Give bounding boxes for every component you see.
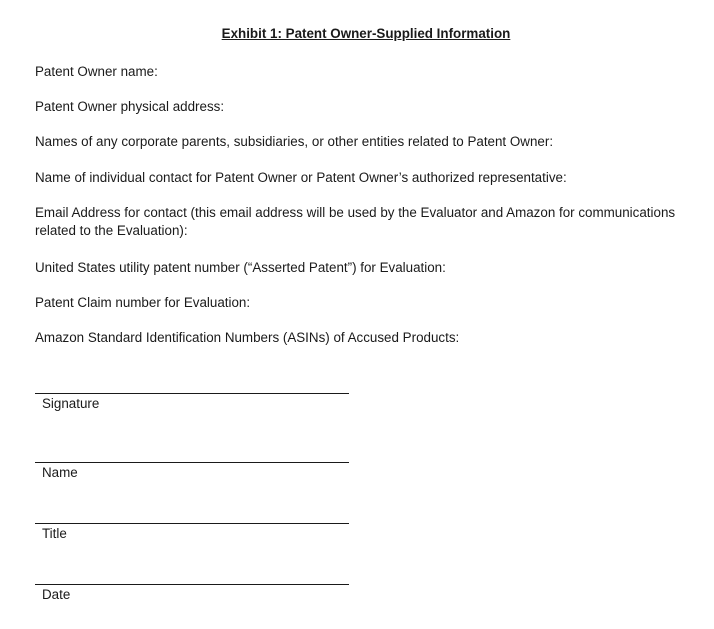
signature-label: Signature	[42, 396, 100, 411]
field-contact-name: Name of individual contact for Patent Owner or Patent Owner’s authorized representative:	[35, 170, 567, 185]
field-physical-address: Patent Owner physical address:	[35, 99, 225, 114]
name-label: Name	[42, 465, 78, 480]
title-line	[35, 523, 349, 524]
title-label: Title	[42, 526, 67, 541]
field-corporate-entities: Names of any corporate parents, subsidiaries, or other entities related to Patent Owner:	[35, 134, 554, 149]
field-patent-owner-name: Patent Owner name:	[35, 64, 158, 79]
name-line	[35, 462, 349, 463]
field-email-address: Email Address for contact (this email address will be used by the Evaluator and Amazon for communications related to the Evaluation):	[35, 205, 676, 238]
field-asins: Amazon Standard Identification Numbers (ASINs) of Accused Products:	[35, 330, 460, 345]
date-label: Date	[42, 587, 71, 602]
field-claim-number: Patent Claim number for Evaluation:	[35, 295, 251, 310]
date-line	[35, 584, 349, 585]
signature-line	[35, 393, 349, 394]
exhibit-title: Exhibit 1: Patent Owner-Supplied Information	[221, 26, 511, 41]
field-patent-number: United States utility patent number (“Asserted Patent”) for Evaluation:	[35, 260, 446, 275]
